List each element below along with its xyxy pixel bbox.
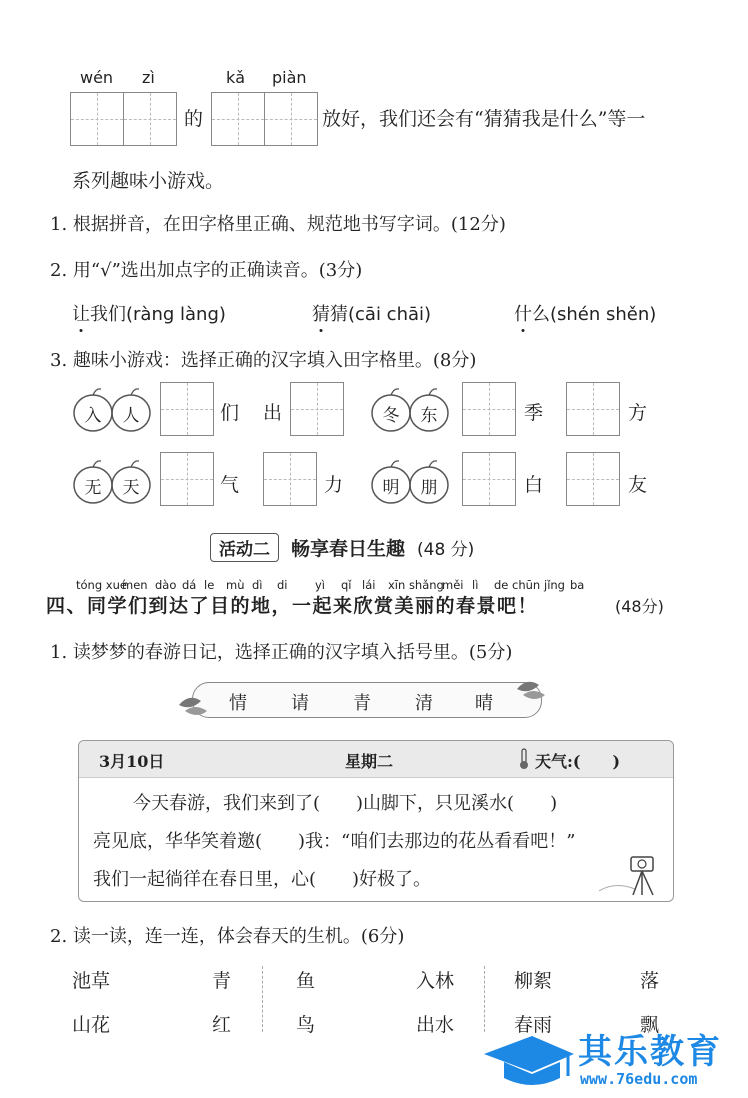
s1-question: 1. 读梦梦的春游日记，选择正确的汉字填入括号里。(5分) bbox=[50, 642, 513, 663]
word-char: 方 bbox=[628, 402, 648, 424]
match-right[interactable]: 红 bbox=[212, 1014, 232, 1036]
word-char: 出 bbox=[263, 402, 283, 424]
word-char: 力 bbox=[324, 474, 344, 496]
pinyin-pian: piàn bbox=[272, 68, 307, 87]
divider bbox=[262, 966, 263, 1032]
apple-char: 无 bbox=[84, 478, 102, 498]
s2-question: 2. 读一读，连一连，体会春天的生机。(6分) bbox=[50, 926, 405, 947]
diary-line-3: 我们一起徜徉在春日里，心( )好极了。 bbox=[93, 869, 432, 890]
answer-grid[interactable] bbox=[160, 382, 214, 436]
apple-char: 人 bbox=[122, 406, 140, 426]
diary-weather: 天气:( ) bbox=[535, 752, 621, 771]
apple-char: 朋 bbox=[420, 478, 438, 498]
match-left[interactable]: 鸟 bbox=[296, 1014, 316, 1036]
divider bbox=[484, 966, 485, 1032]
q2-item-2[interactable]: 猜猜(cāi chāi) bbox=[312, 300, 431, 326]
diary-date: 3月10日 bbox=[99, 752, 165, 771]
answer-grid[interactable] bbox=[566, 382, 620, 436]
answer-grid[interactable] bbox=[263, 452, 317, 506]
activity-score: (48 分) bbox=[417, 540, 475, 560]
watermark bbox=[480, 1024, 744, 1096]
diary-line-2: 亮见底，华华笑着邀( )我：“咱们去那边的花丛看看吧！” bbox=[93, 831, 576, 852]
apple-char: 入 bbox=[84, 406, 102, 426]
watermark-brand: 其乐教育 bbox=[578, 1032, 722, 1072]
match-right[interactable]: 落 bbox=[640, 970, 660, 992]
apple-char: 天 bbox=[122, 478, 140, 498]
match-left[interactable]: 山花 bbox=[72, 1014, 111, 1036]
answer-grid[interactable] bbox=[566, 452, 620, 506]
question-2: 2. 用“√”选出加点字的正确读音。(3分) bbox=[50, 260, 363, 281]
match-left[interactable]: 池草 bbox=[72, 970, 111, 992]
thermometer-icon bbox=[517, 748, 531, 770]
intro-de: 的 bbox=[184, 108, 204, 130]
match-left[interactable]: 鱼 bbox=[296, 970, 316, 992]
option-char: 晴 bbox=[475, 693, 493, 714]
word-char: 气 bbox=[220, 474, 240, 496]
writing-grid-kapian[interactable] bbox=[212, 92, 318, 146]
question-1: 1. 根据拼音，在田字格里正确、规范地书写字词。(12分) bbox=[50, 214, 506, 235]
answer-grid[interactable] bbox=[462, 382, 516, 436]
q2-item-1[interactable]: 让我们(ràng làng) bbox=[72, 300, 226, 326]
apple-pair-2 bbox=[370, 386, 452, 434]
word-char: 们 bbox=[220, 402, 240, 424]
activity-title: 畅享春日生趣 bbox=[291, 538, 406, 560]
watermark-url: www.76edu.com bbox=[580, 1070, 698, 1088]
apple-char: 东 bbox=[420, 406, 438, 426]
apple-pair-1 bbox=[72, 386, 154, 434]
word-char: 白 bbox=[524, 474, 544, 496]
diary-weekday: 星期二 bbox=[345, 752, 394, 771]
option-char: 请 bbox=[291, 693, 309, 714]
option-char: 青 bbox=[353, 693, 371, 714]
option-char: 清 bbox=[415, 693, 433, 714]
diary-line-1: 今天春游，我们来到了( )山脚下，只见溪水( ) bbox=[133, 793, 558, 814]
intro-line2: 系列趣味小游戏。 bbox=[72, 170, 225, 192]
section4-title: 四、同学们到达了目的地，一起来欣赏美丽的春景吧！ bbox=[46, 595, 539, 617]
activity-label: 活动二 bbox=[210, 533, 279, 562]
word-options-banner bbox=[192, 682, 542, 718]
match-right[interactable]: 青 bbox=[212, 970, 232, 992]
match-left[interactable]: 柳絮 bbox=[514, 970, 553, 992]
pinyin-wen: wén bbox=[80, 68, 114, 87]
match-right[interactable]: 飘 bbox=[640, 1014, 660, 1036]
section4-score: (48分) bbox=[615, 597, 664, 616]
apple-char: 冬 bbox=[382, 406, 400, 426]
activity-heading bbox=[210, 533, 474, 562]
option-char: 情 bbox=[229, 693, 247, 714]
apple-pair-4 bbox=[370, 458, 452, 506]
q2-item-3[interactable]: 什么(shén shěn) bbox=[514, 300, 656, 326]
graduation-cap-icon bbox=[480, 1032, 576, 1092]
intro-line1: 放好，我们还会有“猜猜我是什么”等一 bbox=[322, 108, 646, 130]
diary-card bbox=[78, 740, 674, 902]
match-right[interactable]: 入林 bbox=[416, 970, 455, 992]
writing-grid-wenzi[interactable] bbox=[71, 92, 177, 146]
leaf-icon bbox=[513, 675, 553, 705]
camera-tripod-icon bbox=[595, 851, 667, 897]
pinyin-zi: zì bbox=[142, 68, 155, 87]
pinyin-ka: kǎ bbox=[226, 68, 246, 87]
question-3: 3. 趣味小游戏：选择正确的汉字填入田字格里。(8分) bbox=[50, 350, 477, 371]
answer-grid[interactable] bbox=[462, 452, 516, 506]
word-char: 友 bbox=[628, 474, 648, 496]
answer-grid[interactable] bbox=[290, 382, 344, 436]
match-left[interactable]: 春雨 bbox=[514, 1014, 553, 1036]
word-char: 季 bbox=[524, 402, 544, 424]
apple-char: 明 bbox=[382, 478, 400, 498]
match-right[interactable]: 出水 bbox=[416, 1014, 455, 1036]
apple-pair-3 bbox=[72, 458, 154, 506]
leaf-icon bbox=[175, 691, 215, 721]
answer-grid[interactable] bbox=[160, 452, 214, 506]
